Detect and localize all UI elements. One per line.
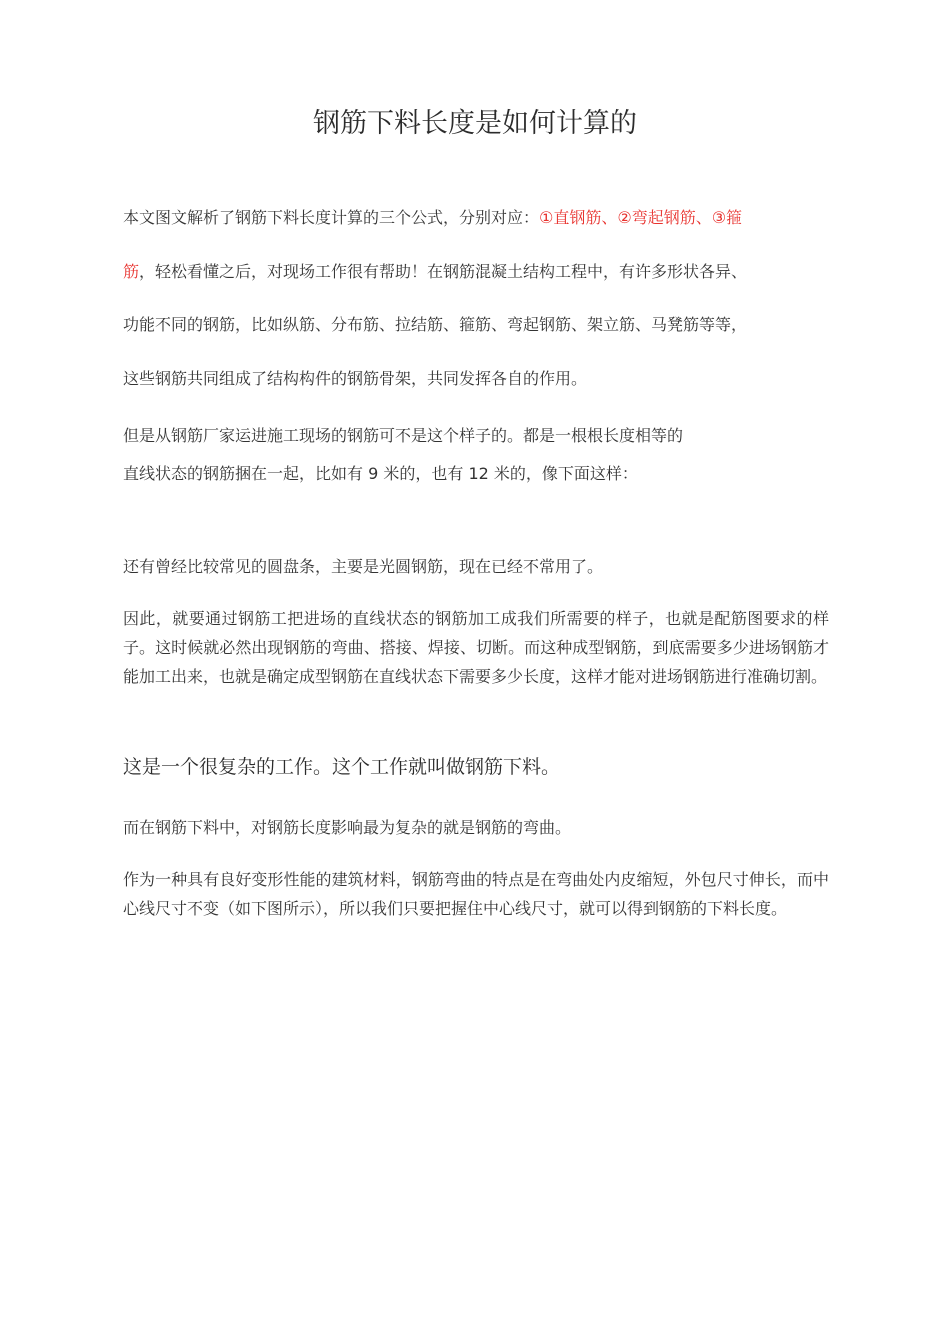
intro-line-2-text: ，轻松看懂之后，对现场工作很有帮助！在钢筋混凝土结构工程中，有许多形状各异、 [139,262,748,281]
document-title: 钢筋下料长度是如何计算的 [313,108,637,139]
intro-line-3: 功能不同的钢筋，比如纵筋、分布筋、拉结筋、箍筋、弯起钢筋、架立筋、马凳筋等等， [123,315,748,334]
factory-line-1: 但是从钢筋厂家运进施工现场的钢筋可不是这个样子的。都是一根根长度相等的 [123,426,684,445]
intro-highlight-types: ①直钢筋、②弯起钢筋、③箍 [539,208,743,227]
bending-property-paragraph: 作为一种具有良好变形性能的建筑材料，钢筋弯曲的特点是在弯曲处内皮缩短，外包尺寸伸长，而中心线尺寸不变（如下图所示），所以我们只要把握住中心线尺寸，就可以得到钢筋的下料长度。 [123,870,829,918]
intro-line-4: 这些钢筋共同组成了结构构件的钢筋骨架，共同发挥各自的作用。 [123,369,588,388]
factory-line-2: 直线状态的钢筋捆在一起，比如有 9 米的，也有 12 米的，像下面这样： [123,464,638,483]
intro-line-1-text: 本文图文解析了钢筋下料长度计算的三个公式，分别对应： [123,208,540,227]
intro-line-2 [123,260,833,284]
coil-paragraph: 还有曾经比较常见的圆盘条，主要是光圆钢筋，现在已经不常用了。 [123,557,604,576]
complex-work-statement: 这是一个很复杂的工作。这个工作就叫做钢筋下料。 [123,756,561,778]
bending-impact-paragraph: 而在钢筋下料中，对钢筋长度影响最为复杂的就是钢筋的弯曲。 [123,818,572,837]
intro-line-1 [123,206,833,230]
processing-paragraph: 因此，就要通过钢筋工把进场的直线状态的钢筋加工成我们所需要的样子，也就是配筋图要求的样子。这时候就必然出现钢筋的弯曲、搭接、焊接、切断。而这种成型钢筋，到底需要多少进场钢筋才能加工出来，也就是确定成型钢筋在直线状态下需要多少长度，这样才能对进场钢筋进行准确切割。 [123,609,829,686]
intro-highlight-stirrup: 筋 [123,262,140,281]
